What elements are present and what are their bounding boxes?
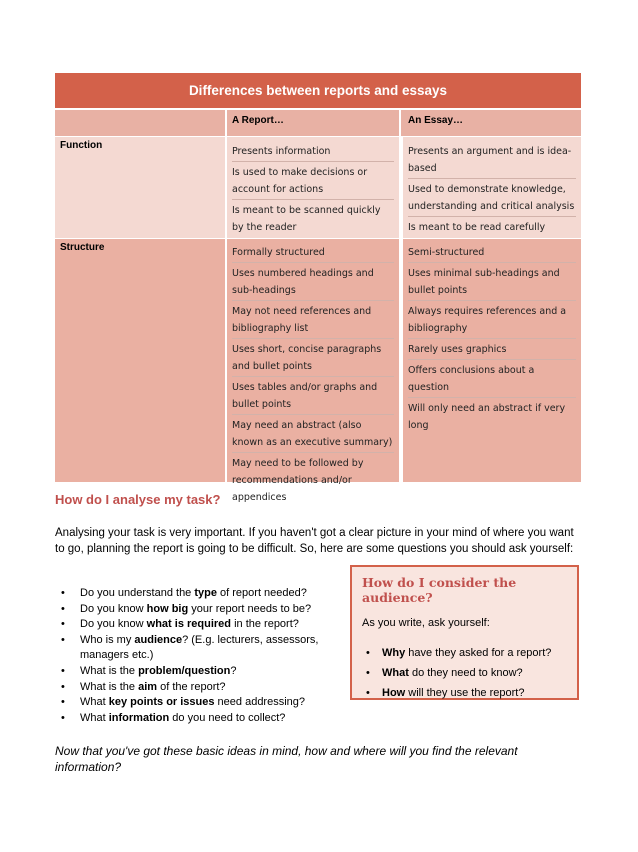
list-item: • Do you understand the type of report needed? xyxy=(55,586,345,602)
list-item: • What is the aim of the report? xyxy=(55,680,345,696)
cell-item: Uses numbered headings and sub-headings xyxy=(232,263,394,301)
audience-callout xyxy=(350,565,579,700)
list-item: • Who is my audience? (E.g. lecturers, assessors, managers etc.) xyxy=(55,633,345,664)
list-item: • What do they need to know? xyxy=(362,663,567,683)
cell-item: Offers conclusions about a question xyxy=(408,360,576,398)
cell-item: Presents an argument and is idea-based xyxy=(408,141,576,179)
table-title: Differences between reports and essays xyxy=(55,73,581,108)
table-row-function xyxy=(55,136,581,238)
cell-item: Will only need an abstract if very long xyxy=(408,403,566,431)
report-cell xyxy=(227,239,401,503)
cell-item: May need an abstract (also known as an executive summary) xyxy=(232,415,394,453)
closing-question: Now that you've got these basic ideas in mind, how and where will you find the relevant information? xyxy=(55,744,518,774)
header-empty-cell xyxy=(55,110,227,136)
list-item: • What is the problem/question? xyxy=(55,664,345,680)
cell-item: Rarely uses graphics xyxy=(408,339,576,360)
cell-item: Semi-structured xyxy=(408,242,576,263)
cell-item: Used to demonstrate knowledge, understanding and critical analysis xyxy=(408,179,576,217)
row-label: Function xyxy=(55,137,227,238)
cell-item: May need to be followed by recommendations and/or appendices xyxy=(232,458,364,503)
col-report-header: A Report… xyxy=(227,110,401,136)
essay-cell xyxy=(403,137,581,238)
col-essay-header: An Essay… xyxy=(408,115,464,126)
cell-item: Is used to make decisions or account for actions xyxy=(232,162,394,200)
cell-item: Presents information xyxy=(232,141,394,162)
list-item: • Do you know how big your report needs to be? xyxy=(55,602,345,618)
list-item: • Do you know what is required in the report? xyxy=(55,617,345,633)
analyse-heading: How do I analyse my task? xyxy=(55,492,221,507)
row-label: Structure xyxy=(55,239,227,482)
audience-title: How do I consider the audience? xyxy=(362,575,517,605)
list-item: • What key points or issues need addressing? xyxy=(55,695,345,711)
audience-intro: As you write, ask yourself: xyxy=(362,617,490,629)
essay-cell xyxy=(403,239,581,482)
cell-item: Uses short, concise paragraphs and bullet points xyxy=(232,339,394,377)
list-item: • How will they use the report? xyxy=(362,683,567,703)
cell-item: Formally structured xyxy=(232,242,394,263)
report-cell xyxy=(227,137,401,238)
cell-item: Uses minimal sub-headings and bullet points xyxy=(408,263,576,301)
question-list xyxy=(55,586,345,726)
cell-item: May not need references and bibliography list xyxy=(232,301,394,339)
cell-item: Is meant to be scanned quickly by the reader xyxy=(232,205,381,233)
cell-item: Always requires references and a bibliography xyxy=(408,301,576,339)
analyse-intro: Analysing your task is very important. If you haven't got a clear picture in your mind of where you want to go, planning the report is going to be difficult. So, here are some questions you should ask yourself: xyxy=(55,527,574,555)
list-item: • Why have they asked for a report? xyxy=(362,643,567,663)
audience-list xyxy=(362,643,567,703)
list-item: • What information do you need to collect? xyxy=(55,711,345,727)
cell-item: Uses tables and/or graphs and bullet points xyxy=(232,377,394,415)
table-header-row xyxy=(55,109,581,136)
cell-item: Is meant to be read carefully xyxy=(408,222,546,233)
